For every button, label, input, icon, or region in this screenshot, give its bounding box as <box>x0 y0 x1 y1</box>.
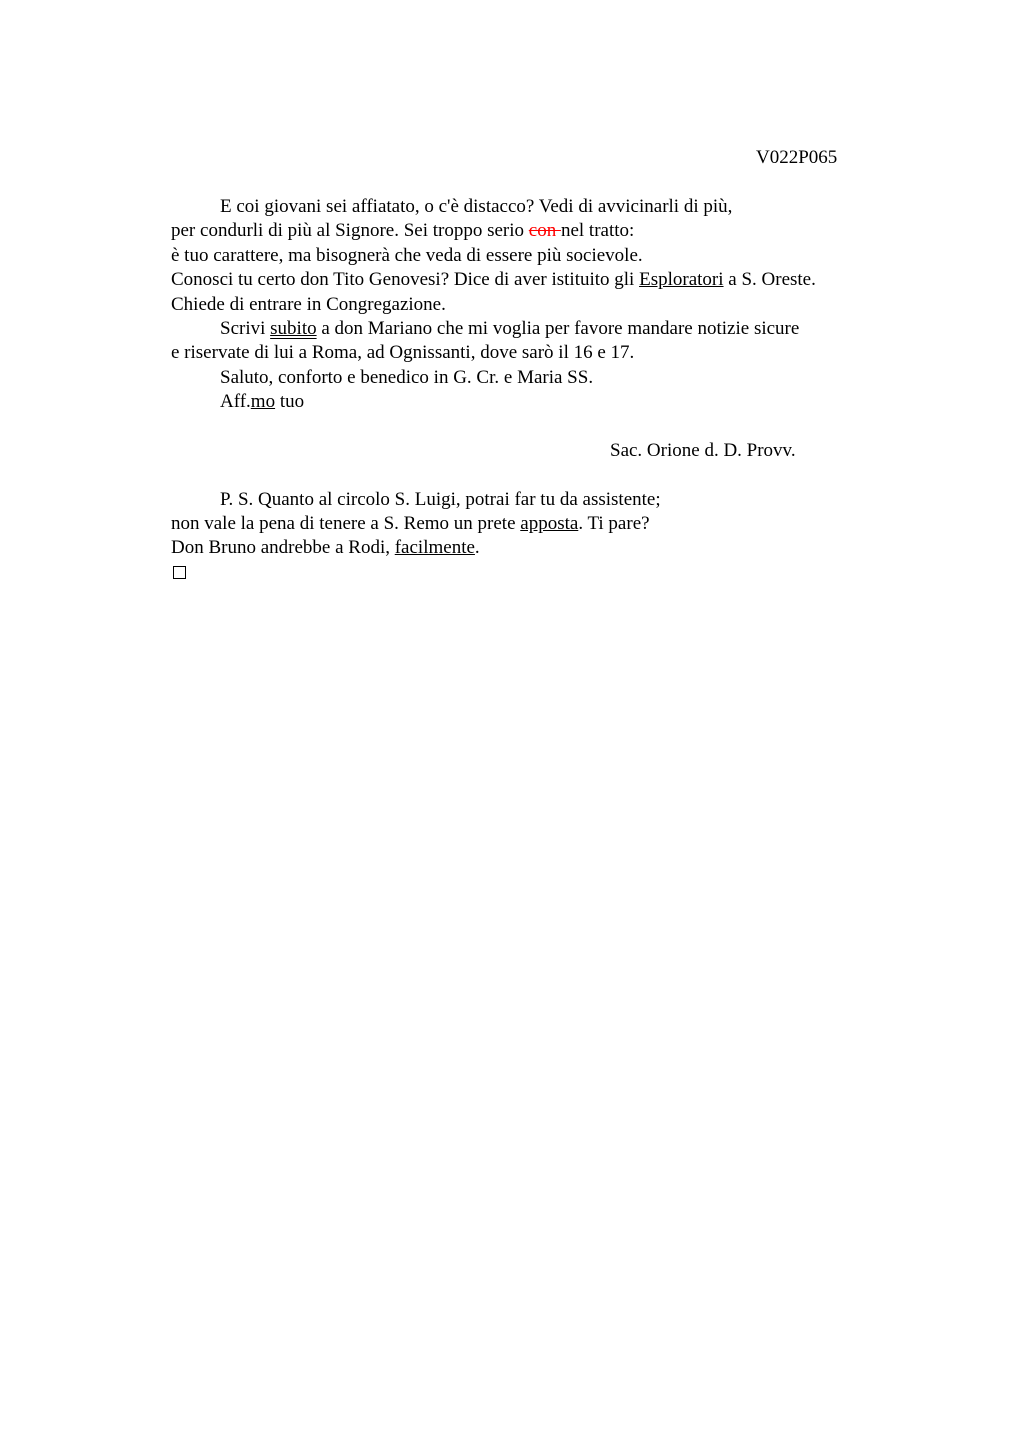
paragraph-2-line-2 <box>171 293 931 317</box>
text-segment: non vale la pena di tenere a S. Remo un prete <box>171 513 521 535</box>
text-segment: nel tratto: <box>560 220 635 242</box>
text-segment: . <box>474 537 480 559</box>
spacer <box>171 463 931 487</box>
white-square-icon <box>173 566 186 579</box>
postscript-line-2 <box>171 512 931 536</box>
signature-text: Sac. Orione d. D. Provv. <box>610 439 796 461</box>
text-segment: è tuo carattere, ma bisognerà che veda di essere più socievole. <box>171 244 643 266</box>
double-underlined-word: subito <box>270 317 317 339</box>
postscript-line-3 <box>171 536 931 560</box>
paragraph-2-line-1 <box>171 268 931 292</box>
closing-greeting <box>171 366 931 390</box>
paragraph-1-line-2 <box>171 219 931 243</box>
underlined-word: facilmente <box>394 537 475 559</box>
document-id: V022P065 <box>756 147 838 168</box>
paragraph-3-line-1 <box>171 317 931 341</box>
text-segment: . Ti pare? <box>578 513 650 535</box>
underlined-word: mo <box>250 391 276 413</box>
text-segment: tuo <box>275 391 305 413</box>
end-mark <box>171 561 931 585</box>
text-segment: per condurli di più al Signore. Sei troppo serio <box>171 220 529 242</box>
text-segment: a don Mariano che mi voglia per favore mandare notizie sicure <box>316 317 800 339</box>
text-segment: Scrivi <box>220 317 271 339</box>
text-segment: Aff. <box>220 391 251 413</box>
underlined-word: apposta <box>520 513 579 535</box>
struck-out-word: con <box>528 220 561 242</box>
text-segment: Chiede di entrare in Congregazione. <box>171 293 446 315</box>
text-segment: e riservate di lui a Roma, ad Ognissanti, dove sarò il 16 e 17. <box>171 342 635 364</box>
paragraph-3-line-2 <box>171 341 931 365</box>
text-segment: a S. Oreste. <box>723 269 816 291</box>
postscript-line-1 <box>171 488 931 512</box>
underlined-word: Esploratori <box>639 269 724 291</box>
paragraph-1-line-3 <box>171 244 931 268</box>
text-segment: P. S. Quanto al circolo S. Luigi, potrai far tu da assistente; <box>220 488 661 510</box>
closing-affectionate <box>171 390 931 414</box>
text-segment: Saluto, conforto e benedico in G. Cr. e Maria SS. <box>220 366 594 388</box>
text-segment: E coi giovani sei affiatato, o c'è distacco? Vedi di avvicinarli di più, <box>220 196 733 217</box>
paragraph-1-line-1 <box>171 195 931 219</box>
text-segment: Don Bruno andrebbe a Rodi, <box>171 537 395 559</box>
text-segment: Conosci tu certo don Tito Genovesi? Dice di aver istituito gli <box>171 269 640 291</box>
letter-body <box>171 195 931 585</box>
signature <box>171 439 931 463</box>
spacer <box>171 415 931 439</box>
